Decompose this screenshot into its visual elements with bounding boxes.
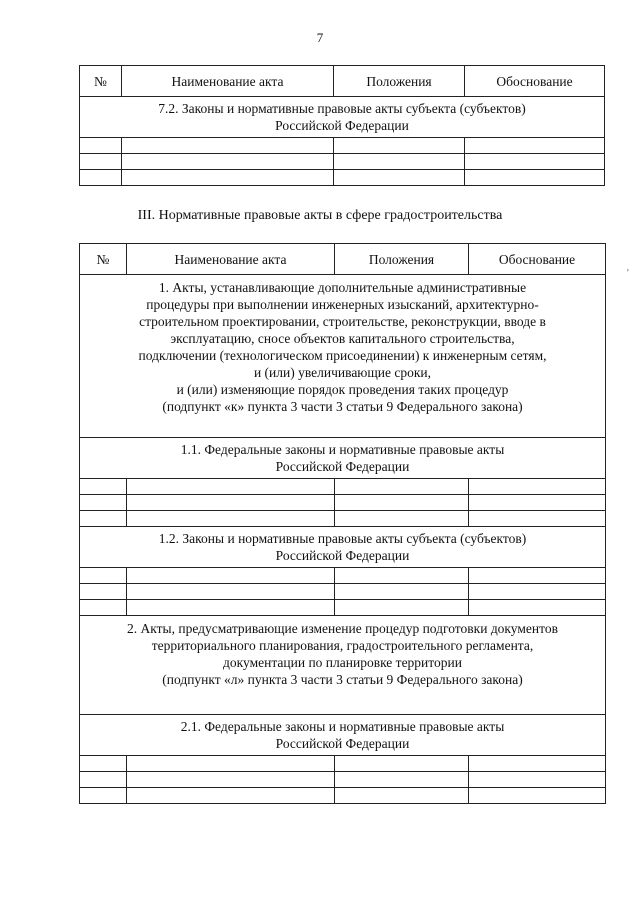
table-cell	[469, 756, 606, 772]
section-line: Российской Федерации	[275, 548, 410, 563]
table-cell	[127, 479, 335, 495]
table-row	[80, 772, 606, 788]
table-row	[80, 154, 605, 170]
table-cell	[465, 154, 605, 170]
table-cell	[122, 154, 334, 170]
header-basis: Обоснование	[469, 244, 606, 275]
section-line: 2.1. Федеральные законы и нормативные правовые акты	[180, 719, 505, 734]
page-number: 7	[316, 30, 324, 45]
table-header-row	[80, 66, 605, 97]
section-row	[80, 97, 605, 138]
table-row	[80, 170, 605, 186]
table-cell	[80, 772, 127, 788]
header-basis: Обоснование	[465, 66, 605, 97]
table-row	[80, 788, 606, 804]
table-cell	[122, 170, 334, 186]
section-line: (подпункт «к» пункта 3 части 3 статьи 9 Федерального закона)	[162, 399, 523, 414]
table-cell	[335, 511, 469, 527]
section-line: 1.2. Законы и нормативные правовые акты субъекта (субъектов)	[158, 531, 527, 546]
section-row	[80, 275, 606, 438]
table-cell	[80, 756, 127, 772]
section-1-heading	[80, 275, 606, 438]
table-cell	[469, 600, 606, 616]
table-cell	[80, 170, 122, 186]
section-line: 2. Акты, предусматривающие изменение процедур подготовки документов	[127, 621, 558, 636]
table-cell	[127, 495, 335, 511]
table-row	[80, 479, 606, 495]
section-row	[80, 438, 606, 479]
table-cell	[80, 138, 122, 154]
acts-table-continued	[79, 65, 605, 186]
table-row	[80, 511, 606, 527]
table-cell	[127, 511, 335, 527]
header-act-name: Наименование акта	[122, 66, 334, 97]
table-cell	[469, 568, 606, 584]
section-line: строительном проектировании, строительстве, реконструкции, вводе в	[139, 314, 546, 329]
header-provisions: Положения	[334, 66, 465, 97]
table-cell	[127, 600, 335, 616]
header-number: №	[80, 244, 127, 275]
table-cell	[335, 772, 469, 788]
table-cell	[80, 600, 127, 616]
section-line: подключении (технологическом присоединении) к инженерным сетям,	[138, 348, 547, 363]
section-row	[80, 616, 606, 715]
section-1-2-heading	[80, 527, 606, 568]
section-1-1-heading	[80, 438, 606, 479]
section-line: 7.2. Законы и нормативные правовые акты субъекта (субъектов)	[158, 101, 526, 116]
table-cell	[80, 788, 127, 804]
section-line: и (или) изменяющие порядок проведения таких процедур	[176, 382, 509, 397]
section-iii-title: III. Нормативные правовые акты в сфере градостроительства	[137, 208, 503, 223]
section-line: Российской Федерации	[275, 459, 410, 474]
table-cell	[80, 479, 127, 495]
table-cell	[80, 154, 122, 170]
table-row	[80, 138, 605, 154]
section-line: 1.1. Федеральные законы и нормативные правовые акты	[180, 442, 505, 457]
table-cell	[80, 568, 127, 584]
table-cell	[335, 568, 469, 584]
section-line: Российской Федерации	[275, 736, 410, 751]
table-cell	[335, 600, 469, 616]
table-cell	[334, 154, 465, 170]
table-cell	[80, 584, 127, 600]
section-2-heading	[80, 616, 606, 715]
table-cell	[465, 138, 605, 154]
section-row	[80, 527, 606, 568]
table-cell	[80, 511, 127, 527]
table-cell	[335, 788, 469, 804]
table-cell	[334, 170, 465, 186]
section-line: территориального планирования, градостроительного регламента,	[151, 638, 534, 653]
table-row	[80, 600, 606, 616]
table-cell	[127, 772, 335, 788]
section-line: документации по планировке территории	[223, 655, 462, 670]
section-line: эксплуатацию, сносе объектов капитального строительства,	[170, 331, 515, 346]
section-row	[80, 715, 606, 756]
header-provisions: Положения	[335, 244, 469, 275]
table-row	[80, 756, 606, 772]
table-header-row	[80, 244, 606, 275]
table-cell	[469, 788, 606, 804]
table-cell	[80, 495, 127, 511]
table-cell	[469, 495, 606, 511]
acts-table-urban-planning	[79, 243, 606, 804]
section-2-1-heading	[80, 715, 606, 756]
table-cell	[127, 584, 335, 600]
section-line: процедуры при выполнении инженерных изысканий, архитектурно-	[146, 297, 539, 312]
header-act-name: Наименование акта	[127, 244, 335, 275]
table-cell	[335, 479, 469, 495]
section-line: (подпункт «л» пункта 3 части 3 статьи 9 Федерального закона)	[162, 672, 523, 687]
table-cell	[469, 479, 606, 495]
margin-mark: '	[627, 268, 629, 279]
table-cell	[335, 584, 469, 600]
section-7-2-heading	[80, 97, 605, 138]
section-line: Российской Федерации	[275, 118, 409, 133]
table-cell	[465, 170, 605, 186]
section-line: и (или) увеличивающие сроки,	[253, 365, 432, 380]
table-cell	[469, 772, 606, 788]
section-line: 1. Акты, устанавливающие дополнительные административные	[158, 280, 527, 295]
table-cell	[335, 756, 469, 772]
table-row	[80, 568, 606, 584]
table-cell	[335, 495, 469, 511]
table-cell	[127, 788, 335, 804]
table-cell	[469, 584, 606, 600]
table-cell	[122, 138, 334, 154]
table-cell	[127, 568, 335, 584]
table-cell	[334, 138, 465, 154]
header-number: №	[80, 66, 122, 97]
table-cell	[469, 511, 606, 527]
table-row	[80, 584, 606, 600]
table-cell	[127, 756, 335, 772]
table-row	[80, 495, 606, 511]
